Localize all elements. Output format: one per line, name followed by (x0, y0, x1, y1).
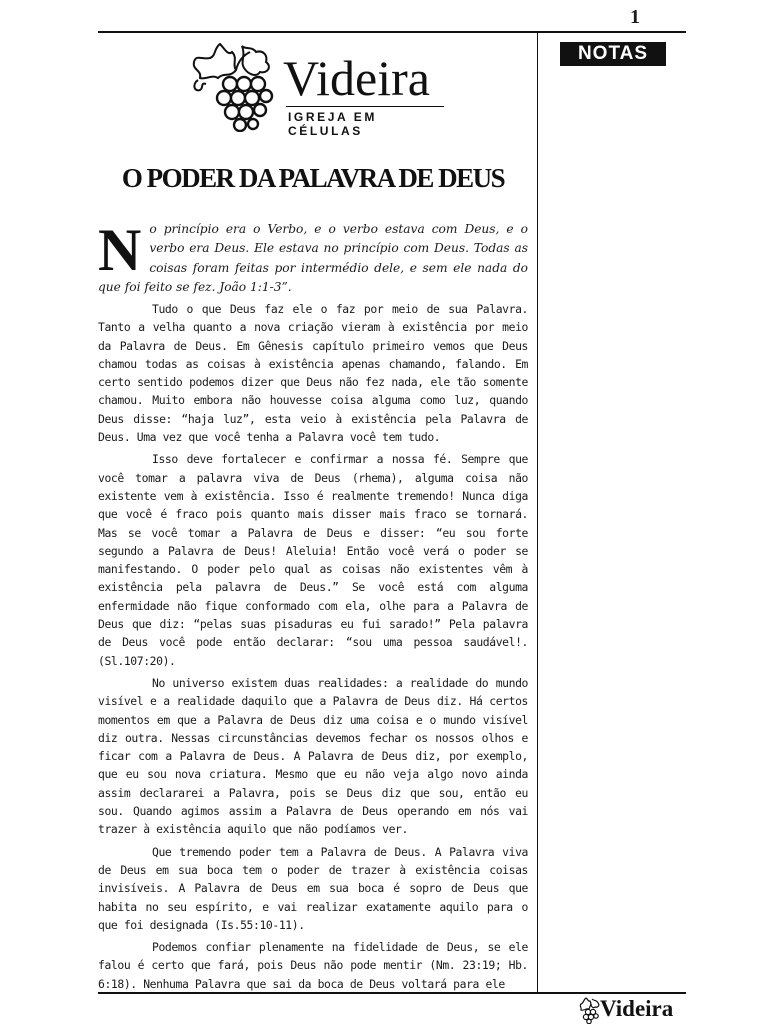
grape-vine-icon (190, 40, 286, 132)
paragraph: Podemos confiar plenamente na fidelidade de Deus, se ele falou é certo que fará, pois Deus não pode mentir (Nm. 23:19; Hb. 6:18). Nenhuma Palavra que sai da boca de Deus voltará para ele (98, 940, 528, 991)
paragraph: Isso deve fortalecer e confirmar a nossa fé. Sempre que você tomar a palavra viva de Deus (rhema), alguma coisa não existente vem à existência. Isso é realmente tremendo! Nunca diga que você é fraco pois quanto mais disser mais fraco se tornará. Mas se você tomar a Palavra de Deus e disser: “eu sou forte segundo a Palavra de Deus! Aleluia! Então você verá o poder se manifestando. O poder pelo qual as coisas não existentes vêm à existência pela palavra de Deus.” Se você está com alguma enfermidade não fique conformado com ela, olhe para a Palavra de Deus que diz: “pelas suas pisaduras eu fui sarado!” Pela palavra de Deus você pode então declarar: “sou uma pessoa saudável!. (Sl.107:20). (98, 452, 528, 668)
footer-logo (578, 996, 688, 1024)
paragraph: Tudo o que Deus faz ele o faz por meio de sua Palavra. Tanto a velha quanto a nova criação vieram à existência por meio da Palavra de Deus. Em Gênesis capítulo primeiro vemos que Deus chamou todas as coisas à existência apenas chamando, falando. Em certo sentido podemos dizer que Deus não fez nada, ele tão somente chamou. Muito embora não houvesse coisa alguma como luz, quando Deus disse: “haja luz”, esta veio à existência pela Palavra de Deus. Uma vez que você tenha a Palavra você tem tudo. (98, 302, 528, 445)
logo-underline (286, 106, 444, 107)
videira-logo (190, 40, 450, 138)
paragraph: No universo existem duas realidades: a realidade do mundo visível e a realidade daquilo que a Palavra de Deus diz. Há certos momentos em que a Palavra de Deus diz uma coisa e o mundo visível diz outra. Nessas circunstâncias devemos fechar os nossos olhos e ficar com a Palavra de Deus. A Palavra de Deus diz, por exemplo, que eu sou nova criatura. Mesmo que eu não veja algo novo ainda assim declararei a Palavra, pois se Deus diz que sou, então eu sou. Quando agimos assim a Palavra de Deus operando em nós vai trazer à existência aquilo que não podíamos ver. (98, 675, 528, 837)
page-number: 1 (630, 6, 640, 28)
page-title: O PODER DA PALAVRA DE DEUS (121, 163, 505, 193)
logo-subtitle: IGREJA EM CÉLULAS (288, 110, 377, 138)
notes-badge: NOTAS (560, 42, 666, 66)
article-body (98, 300, 528, 997)
paragraph: Que tremendo poder tem a Palavra de Deus. A Palavra viva de Deus em sua boca tem o poder de trazer à existência coisas invisíveis. A Palavra de Deus em sua boca é sopro de Deus que habita no seu espírito, e vai realizar exatamente aquilo para o que foi designada (Is.55:10-11). (98, 844, 528, 932)
footer-wordmark: Videira (600, 996, 674, 1021)
small-grape-vine-icon (578, 996, 602, 1024)
intro-text: o princípio era o Verbo, e o verbo estava com Deus, e o verbo era Deus. Ele estava no princípio com Deus. Todas as coisas foram feitas por intermédio dele, e sem ele nada do que foi feito se fez. João 1:1-3”. (98, 222, 528, 295)
intro-quote (98, 217, 528, 298)
drop-cap: N (98, 217, 142, 283)
column-divider (537, 31, 538, 993)
logo-wordmark: Videira (283, 50, 430, 106)
top-rule (98, 31, 686, 33)
